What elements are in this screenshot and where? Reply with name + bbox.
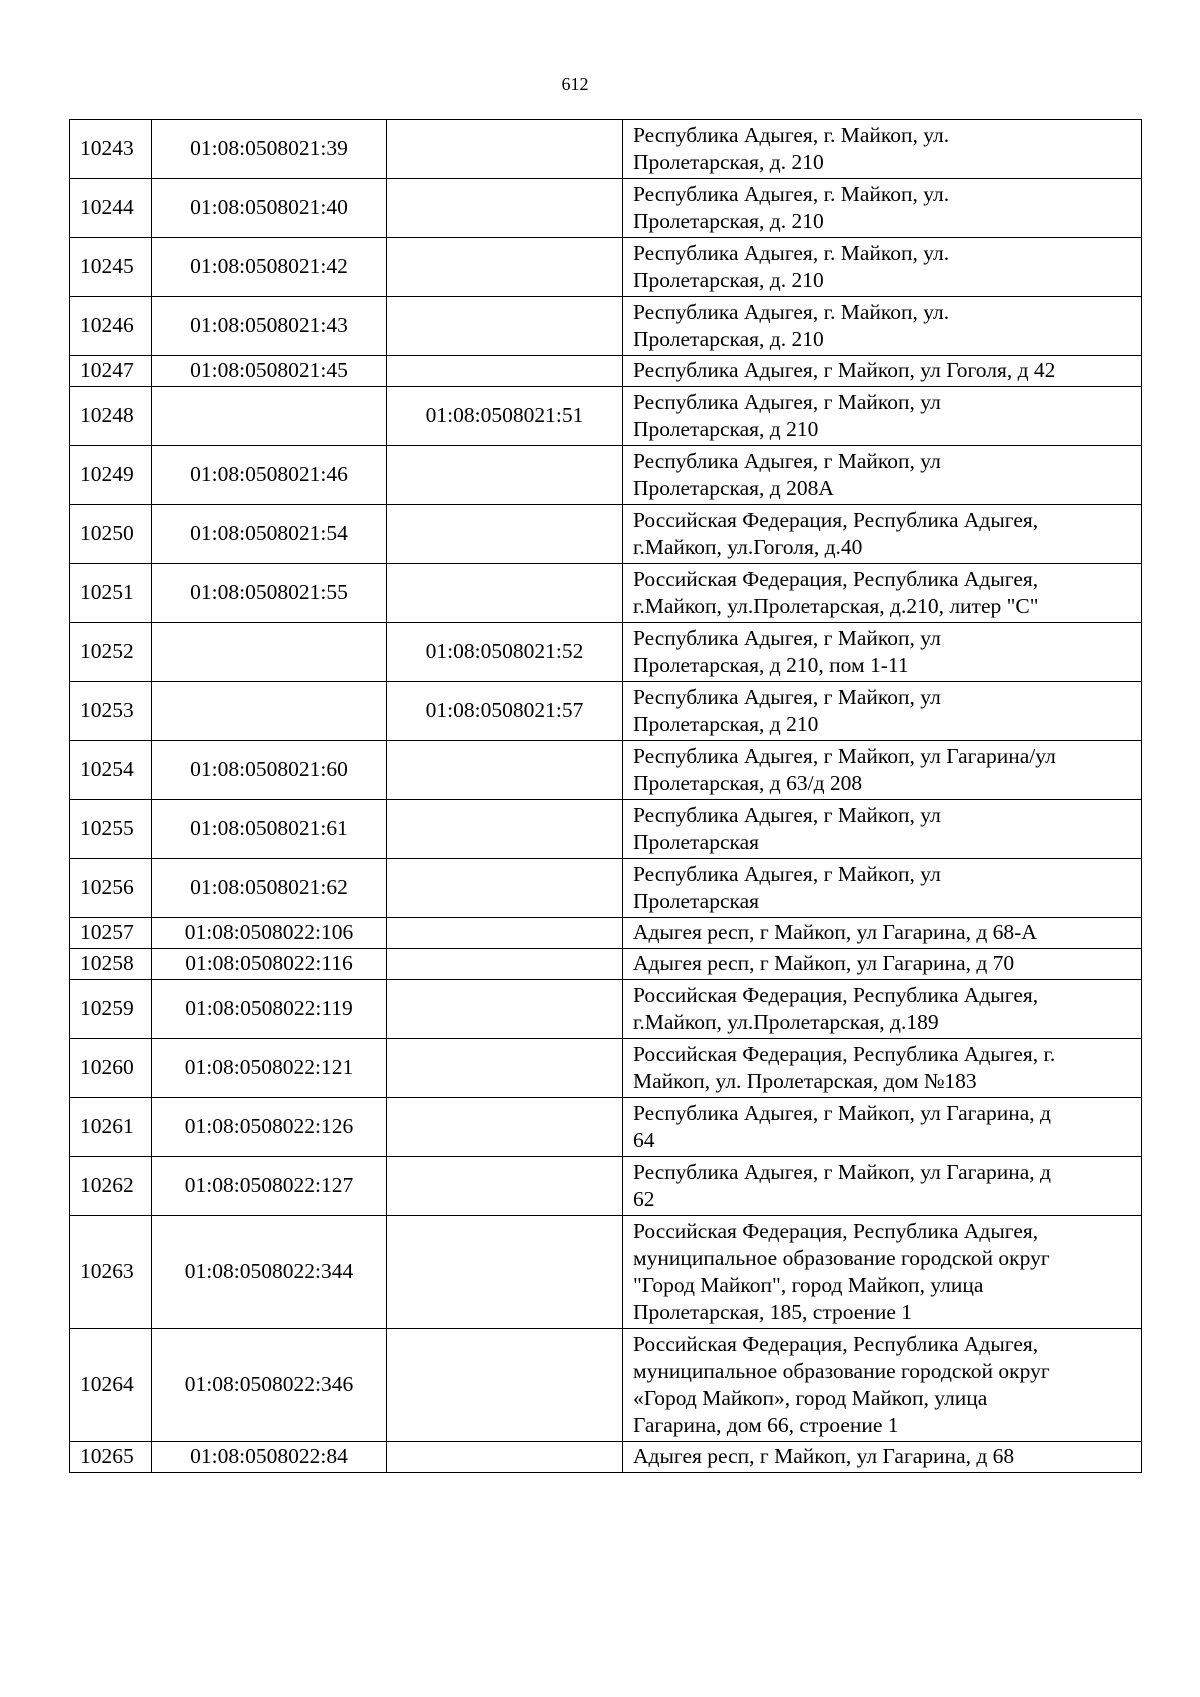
- address-line: г.Майкоп, ул.Гоголя, д.40: [633, 534, 863, 559]
- address-line: муниципальное образование городской округ: [633, 1245, 1050, 1270]
- address-cell: [623, 1157, 1142, 1216]
- address-line: Пролетарская, д. 210: [633, 208, 824, 233]
- address-line: Пролетарская, д 210: [633, 416, 819, 441]
- table-row: [70, 800, 1142, 859]
- registry-table: [69, 119, 1142, 1473]
- table-row: [70, 179, 1142, 238]
- address-cell: [623, 980, 1142, 1039]
- address-cell: [623, 1442, 1142, 1473]
- cadastral-number-cell: 01:08:0508022:116: [152, 949, 387, 980]
- table-row: [70, 564, 1142, 623]
- address-line: Пролетарская, д. 210: [633, 326, 824, 351]
- address-cell: [623, 859, 1142, 918]
- table-row: [70, 1039, 1142, 1098]
- address-line: Пролетарская, д 208А: [633, 475, 834, 500]
- cadastral-number-cell: 01:08:0508021:45: [152, 356, 387, 387]
- row-number-cell: 10260: [70, 1039, 152, 1098]
- table-row: [70, 1329, 1142, 1442]
- address-line: "Город Майкоп", город Майкоп, улица: [633, 1272, 984, 1297]
- table-row: [70, 387, 1142, 446]
- address-line: г.Майкоп, ул.Пролетарская, д.210, литер "С": [633, 593, 1039, 618]
- table-row: [70, 1216, 1142, 1329]
- address-line: Республика Адыгея, г Майкоп, ул: [633, 448, 941, 473]
- address-line: Республика Адыгея, г Майкоп, ул Гоголя, д 42: [633, 358, 1056, 382]
- building-cadastral-number-cell: 01:08:0508021:52: [387, 623, 623, 682]
- building-cadastral-number-cell: [387, 741, 623, 800]
- row-number-cell: 10258: [70, 949, 152, 980]
- row-number-cell: 10255: [70, 800, 152, 859]
- address-cell: [623, 1329, 1142, 1442]
- address-line: Республика Адыгея, г Майкоп, ул: [633, 802, 941, 827]
- address-cell: [623, 297, 1142, 356]
- row-number-cell: 10252: [70, 623, 152, 682]
- address-line: г.Майкоп, ул.Пролетарская, д.189: [633, 1009, 939, 1034]
- address-cell: [623, 387, 1142, 446]
- row-number-cell: 10261: [70, 1098, 152, 1157]
- row-number-cell: 10262: [70, 1157, 152, 1216]
- table-row: [70, 949, 1142, 980]
- building-cadastral-number-cell: [387, 980, 623, 1039]
- cadastral-number-cell: 01:08:0508021:43: [152, 297, 387, 356]
- address-line: Российская Федерация, Республика Адыгея,: [633, 1218, 1039, 1243]
- building-cadastral-number-cell: [387, 564, 623, 623]
- address-cell: [623, 446, 1142, 505]
- table-row: [70, 1157, 1142, 1216]
- cadastral-number-cell: [152, 623, 387, 682]
- row-number-cell: 10263: [70, 1216, 152, 1329]
- row-number-cell: 10251: [70, 564, 152, 623]
- building-cadastral-number-cell: [387, 800, 623, 859]
- address-cell: [623, 623, 1142, 682]
- address-line: Пролетарская, 185, строение 1: [633, 1299, 912, 1324]
- building-cadastral-number-cell: [387, 1329, 623, 1442]
- table-row: [70, 356, 1142, 387]
- building-cadastral-number-cell: [387, 1442, 623, 1473]
- building-cadastral-number-cell: [387, 179, 623, 238]
- building-cadastral-number-cell: [387, 1157, 623, 1216]
- row-number-cell: 10253: [70, 682, 152, 741]
- address-cell: [623, 356, 1142, 387]
- page-number: 612: [561, 74, 589, 94]
- table-row: [70, 980, 1142, 1039]
- address-line: Российская Федерация, Республика Адыгея,: [633, 566, 1039, 591]
- cadastral-number-cell: 01:08:0508021:62: [152, 859, 387, 918]
- table-row: [70, 238, 1142, 297]
- cadastral-number-cell: 01:08:0508021:39: [152, 120, 387, 179]
- building-cadastral-number-cell: [387, 120, 623, 179]
- address-line: Пролетарская: [633, 829, 760, 854]
- cadastral-number-cell: 01:08:0508021:61: [152, 800, 387, 859]
- cadastral-number-cell: 01:08:0508022:127: [152, 1157, 387, 1216]
- address-line: Пролетарская, д. 210: [633, 267, 824, 292]
- address-line: Республика Адыгея, г Майкоп, ул: [633, 389, 941, 414]
- row-number-cell: 10257: [70, 918, 152, 949]
- row-number-cell: 10256: [70, 859, 152, 918]
- address-line: Российская Федерация, Республика Адыгея, г.: [633, 1041, 1056, 1066]
- row-number-cell: 10254: [70, 741, 152, 800]
- row-number-cell: 10250: [70, 505, 152, 564]
- cadastral-number-cell: 01:08:0508022:84: [152, 1442, 387, 1473]
- building-cadastral-number-cell: 01:08:0508021:57: [387, 682, 623, 741]
- row-number-cell: 10259: [70, 980, 152, 1039]
- address-line: муниципальное образование городской округ: [633, 1358, 1050, 1383]
- cadastral-number-cell: 01:08:0508022:121: [152, 1039, 387, 1098]
- table-row: [70, 120, 1142, 179]
- address-cell: [623, 1039, 1142, 1098]
- table-row: [70, 446, 1142, 505]
- cadastral-number-cell: 01:08:0508021:46: [152, 446, 387, 505]
- registry-table-body: [70, 120, 1142, 1473]
- address-line: 62: [633, 1186, 655, 1211]
- cadastral-number-cell: [152, 682, 387, 741]
- cadastral-number-cell: 01:08:0508022:119: [152, 980, 387, 1039]
- address-line: Республика Адыгея, г. Майкоп, ул.: [633, 181, 950, 206]
- address-line: Пролетарская, д 210: [633, 711, 819, 736]
- table-row: [70, 623, 1142, 682]
- row-number-cell: 10243: [70, 120, 152, 179]
- cadastral-number-cell: 01:08:0508022:106: [152, 918, 387, 949]
- address-line: Республика Адыгея, г. Майкоп, ул.: [633, 240, 950, 265]
- cadastral-number-cell: 01:08:0508021:55: [152, 564, 387, 623]
- address-line: Российская Федерация, Республика Адыгея,: [633, 507, 1039, 532]
- cadastral-number-cell: [152, 387, 387, 446]
- building-cadastral-number-cell: [387, 1039, 623, 1098]
- address-line: Республика Адыгея, г Майкоп, ул Гагарина/ул: [633, 743, 1056, 768]
- address-line: Адыгея респ, г Майкоп, ул Гагарина, д 68: [633, 1444, 1015, 1468]
- building-cadastral-number-cell: [387, 1216, 623, 1329]
- address-line: Майкоп, ул. Пролетарская, дом №183: [633, 1068, 977, 1093]
- address-line: Республика Адыгея, г. Майкоп, ул.: [633, 299, 950, 324]
- table-row: [70, 1442, 1142, 1473]
- row-number-cell: 10247: [70, 356, 152, 387]
- building-cadastral-number-cell: [387, 949, 623, 980]
- address-cell: [623, 564, 1142, 623]
- building-cadastral-number-cell: 01:08:0508021:51: [387, 387, 623, 446]
- address-line: Республика Адыгея, г Майкоп, ул: [633, 625, 941, 650]
- cadastral-number-cell: 01:08:0508021:54: [152, 505, 387, 564]
- row-number-cell: 10264: [70, 1329, 152, 1442]
- address-line: 64: [633, 1127, 655, 1152]
- row-number-cell: 10245: [70, 238, 152, 297]
- table-row: [70, 1098, 1142, 1157]
- row-number-cell: 10249: [70, 446, 152, 505]
- building-cadastral-number-cell: [387, 1098, 623, 1157]
- address-line: Республика Адыгея, г Майкоп, ул Гагарина, д: [633, 1100, 1051, 1125]
- address-cell: [623, 179, 1142, 238]
- table-row: [70, 741, 1142, 800]
- cadastral-number-cell: 01:08:0508022:126: [152, 1098, 387, 1157]
- table-row: [70, 918, 1142, 949]
- address-line: Республика Адыгея, г Майкоп, ул Гагарина, д: [633, 1159, 1051, 1184]
- address-cell: [623, 741, 1142, 800]
- address-line: Адыгея респ, г Майкоп, ул Гагарина, д 70: [633, 951, 1015, 975]
- address-cell: [623, 505, 1142, 564]
- address-cell: [623, 682, 1142, 741]
- cadastral-number-cell: 01:08:0508021:42: [152, 238, 387, 297]
- building-cadastral-number-cell: [387, 446, 623, 505]
- address-line: Адыгея респ, г Майкоп, ул Гагарина, д 68-А: [633, 920, 1037, 944]
- address-line: Пролетарская: [633, 888, 760, 913]
- address-line: Республика Адыгея, г Майкоп, ул: [633, 861, 941, 886]
- cadastral-number-cell: 01:08:0508022:344: [152, 1216, 387, 1329]
- table-row: [70, 505, 1142, 564]
- address-line: Пролетарская, д 210, пом 1-11: [633, 652, 909, 677]
- cadastral-number-cell: 01:08:0508021:60: [152, 741, 387, 800]
- address-line: «Город Майкоп», город Майкоп, улица: [633, 1385, 988, 1410]
- building-cadastral-number-cell: [387, 356, 623, 387]
- address-line: Гагарина, дом 66, строение 1: [633, 1412, 899, 1437]
- address-line: Российская Федерация, Республика Адыгея,: [633, 982, 1039, 1007]
- row-number-cell: 10246: [70, 297, 152, 356]
- address-cell: [623, 238, 1142, 297]
- address-cell: [623, 800, 1142, 859]
- table-row: [70, 682, 1142, 741]
- building-cadastral-number-cell: [387, 859, 623, 918]
- cadastral-number-cell: 01:08:0508022:346: [152, 1329, 387, 1442]
- address-cell: [623, 120, 1142, 179]
- table-row: [70, 859, 1142, 918]
- address-cell: [623, 1098, 1142, 1157]
- address-cell: [623, 918, 1142, 949]
- address-cell: [623, 1216, 1142, 1329]
- address-line: Российская Федерация, Республика Адыгея,: [633, 1331, 1039, 1356]
- row-number-cell: 10248: [70, 387, 152, 446]
- address-line: Республика Адыгея, г Майкоп, ул: [633, 684, 941, 709]
- table-row: [70, 297, 1142, 356]
- building-cadastral-number-cell: [387, 297, 623, 356]
- building-cadastral-number-cell: [387, 238, 623, 297]
- cadastral-number-cell: 01:08:0508021:40: [152, 179, 387, 238]
- address-line: Пролетарская, д. 210: [633, 149, 824, 174]
- building-cadastral-number-cell: [387, 918, 623, 949]
- row-number-cell: 10265: [70, 1442, 152, 1473]
- row-number-cell: 10244: [70, 179, 152, 238]
- address-line: Пролетарская, д 63/д 208: [633, 770, 863, 795]
- address-cell: [623, 949, 1142, 980]
- address-line: Республика Адыгея, г. Майкоп, ул.: [633, 122, 950, 147]
- building-cadastral-number-cell: [387, 505, 623, 564]
